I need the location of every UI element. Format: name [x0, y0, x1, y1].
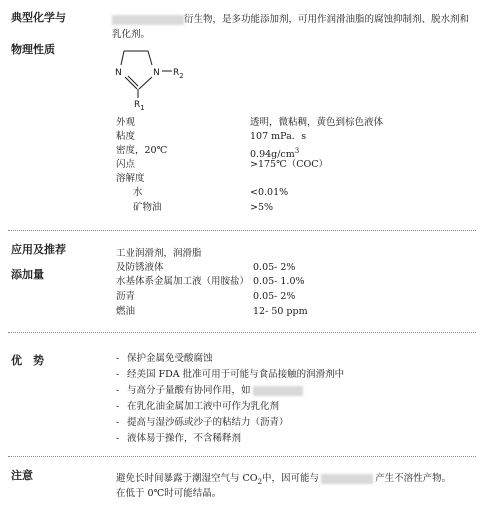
app-label-lubricants: 工业润滑剂，润滑脂 [116, 248, 202, 259]
structure-n-left: N [115, 68, 122, 78]
prop-value-mineral-oil: >5% [250, 202, 274, 213]
section-divider [8, 230, 476, 231]
section-divider [8, 332, 476, 333]
redacted-text [253, 386, 303, 396]
advantage-item: - 提高与湿沙砾或沙子的粘结力（沥青） [116, 417, 289, 428]
prop-value-flash-point: >175℃（COC） [250, 159, 329, 170]
prop-label-water: 水 [133, 187, 143, 198]
advantage-item: - 保护金属免受酸腐蚀 [116, 353, 213, 364]
redacted-text [321, 474, 373, 484]
section-heading-chem-phys-line2: 物理性质 [11, 43, 55, 56]
app-value-rust-fluids: 0.05- 2% [253, 262, 296, 273]
advantage-item: - 经美国 FDA 批准可用于可能与食品接触的润滑剂中 [116, 369, 345, 380]
advantage-item: - 在乳化油金属加工液中可作为乳化剂 [116, 401, 280, 412]
prop-label-appearance: 外观 [116, 117, 136, 128]
section-heading-advantages: 优 势 [11, 354, 44, 367]
structure-n-right: N [153, 68, 160, 78]
intro-line-2: 乳化剂。 [112, 29, 151, 40]
prop-label-mineral-oil: 矿物油 [133, 202, 162, 213]
section-heading-applications-line1: 应用及推荐 [11, 243, 66, 256]
app-value-metalworking: 0.05- 1.0% [253, 276, 305, 287]
section-heading-applications-line2: 添加量 [11, 268, 44, 281]
section-heading-notes: 注意 [11, 469, 33, 482]
prop-value-viscosity: 107 mPa．s [250, 131, 307, 142]
prop-label-flash-point: 闪点 [116, 159, 136, 170]
app-label-metalworking: 水基体系金属加工液（用胺盐） [116, 276, 250, 287]
section-divider [8, 456, 476, 457]
structure-r1: $R_1$ [134, 100, 145, 111]
prop-label-solubility: 溶解度 [116, 173, 145, 184]
note-line-1: 避免长时间暴露于潮湿空气与 $CO_2$中，因可能与 产生不溶性产物。 [116, 473, 452, 486]
imidazoline-structure-diagram [112, 49, 202, 111]
redacted-text [112, 15, 184, 25]
intro-line-1: 衍生物，是多功能添加剂，可用作润滑油脂的腐蚀抑制剂、脱水剂和 [112, 14, 469, 26]
structure-r2: $R_2$ [173, 68, 184, 80]
advantage-item: - 与高分子量酸有协同作用，如 [116, 385, 303, 397]
prop-value-water: <0.01% [250, 187, 289, 198]
app-value-fuel: 12- 50 ppm [253, 306, 308, 317]
prop-value-appearance: 透明，微粘稠，黄色到棕色液体 [250, 117, 384, 128]
app-value-asphalt: 0.05- 2% [253, 291, 296, 302]
prop-label-density: 密度，20℃ [116, 145, 168, 156]
app-label-asphalt: 沥青 [116, 291, 136, 302]
prop-label-viscosity: 粘度 [116, 131, 136, 142]
prop-value-density: $0.94g/cm^3$ [250, 147, 300, 161]
section-heading-chem-phys-line1: 典型化学与 [11, 11, 66, 24]
advantage-item: - 液体易于操作，不含稀释剂 [116, 433, 242, 444]
app-label-rust-fluids: 及防锈液体 [116, 262, 164, 273]
note-line-2: 在低于 0℃时可能结晶。 [116, 488, 222, 499]
app-label-fuel: 燃油 [116, 306, 136, 317]
